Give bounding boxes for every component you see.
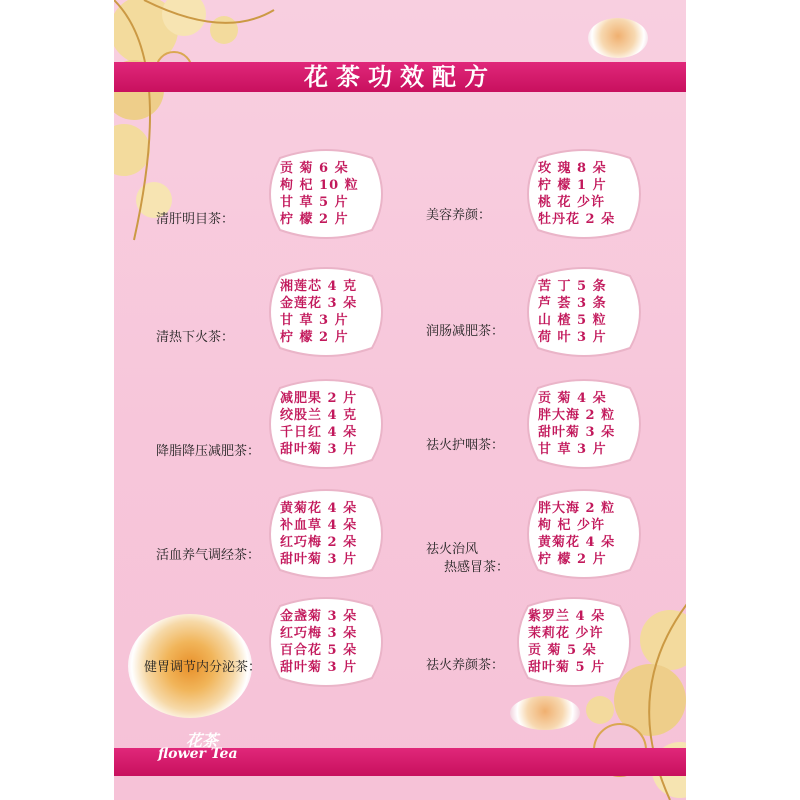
teacup-image-top-right xyxy=(588,18,648,58)
ingredient-line: 柠 檬 1 片 xyxy=(538,178,607,193)
ingredient-bubble xyxy=(266,378,386,470)
logo-chinese: 花茶 xyxy=(186,731,219,750)
ingredient-line: 苦 丁 5 条 xyxy=(538,279,607,294)
recipe-name: 润肠减肥茶： xyxy=(426,324,505,339)
ingredient-line: 甜叶菊 3 片 xyxy=(280,660,358,675)
poster xyxy=(114,0,686,800)
ingredient-line: 绞股兰 4 克 xyxy=(280,408,358,423)
ingredient-line: 山 楂 5 粒 xyxy=(538,313,607,328)
ingredient-bubble xyxy=(524,378,644,470)
ingredient-bubble xyxy=(266,148,386,240)
ingredient-line: 桃 花 少许 xyxy=(538,195,606,210)
ingredient-line: 胖大海 2 粒 xyxy=(538,408,616,423)
ingredient-line: 枸 杞 少许 xyxy=(538,518,606,533)
ingredient-line: 柠 檬 2 片 xyxy=(280,212,349,227)
recipe-name-line2: 热感冒茶： xyxy=(444,560,510,575)
ingredient-line: 金盏菊 3 朵 xyxy=(280,609,358,624)
ingredient-line: 甘 草 3 片 xyxy=(280,313,349,328)
logo-english: flower Tea xyxy=(158,746,238,762)
ingredient-bubble xyxy=(266,596,386,688)
ingredient-bubble xyxy=(266,266,386,358)
recipe-name: 祛火养颜茶： xyxy=(426,658,505,673)
ingredient-line: 枸 杞 10 粒 xyxy=(280,178,359,193)
recipe-name: 祛火治风 xyxy=(426,542,479,557)
ingredient-line: 贡 菊 4 朵 xyxy=(538,391,607,406)
recipe-name: 清热下火茶： xyxy=(156,330,235,345)
recipe-name: 降脂降压减肥茶： xyxy=(156,444,261,459)
ingredient-line: 减肥果 2 片 xyxy=(280,391,358,406)
recipe-name: 清肝明目茶： xyxy=(156,212,235,227)
ingredient-line: 百合花 5 朵 xyxy=(280,643,358,658)
ingredient-line: 红巧梅 2 朵 xyxy=(280,535,358,550)
ingredient-line: 牡丹花 2 朵 xyxy=(538,212,616,227)
ingredient-bubble xyxy=(266,488,386,580)
ingredient-line: 贡 菊 5 朵 xyxy=(528,643,597,658)
ingredient-line: 芦 荟 3 条 xyxy=(538,296,607,311)
ingredient-line: 甜叶菊 3 片 xyxy=(280,442,358,457)
page-title: 花茶功效配方 xyxy=(304,63,496,91)
ingredient-line: 贡 菊 6 朵 xyxy=(280,161,349,176)
teacup-image-bottom-right xyxy=(510,696,580,730)
ingredient-line: 甘 草 5 片 xyxy=(280,195,349,210)
ingredient-bubble xyxy=(524,266,644,358)
ingredient-line: 千日红 4 朵 xyxy=(280,425,358,440)
ingredient-bubble xyxy=(524,488,644,580)
ingredient-line: 玫 瑰 8 朵 xyxy=(538,161,607,176)
ingredient-line: 湘莲芯 4 克 xyxy=(280,279,358,294)
ingredient-line: 荷 叶 3 片 xyxy=(538,330,607,345)
ingredient-line: 黄菊花 4 朵 xyxy=(538,535,616,550)
recipe-name: 美容养颜： xyxy=(426,208,492,223)
ingredient-line: 甜叶菊 5 片 xyxy=(528,660,606,675)
ingredient-line: 甜叶菊 3 片 xyxy=(280,552,358,567)
ingredient-line: 金莲花 3 朵 xyxy=(280,296,358,311)
ingredient-line: 红巧梅 3 朵 xyxy=(280,626,358,641)
ingredient-bubble xyxy=(524,148,644,240)
ingredient-line: 甘 草 3 片 xyxy=(538,442,607,457)
ingredient-line: 紫罗兰 4 朵 xyxy=(528,609,606,624)
recipe-name: 祛火护咽茶： xyxy=(426,438,505,453)
ingredient-line: 胖大海 2 粒 xyxy=(538,501,616,516)
ingredient-line: 茉莉花 少许 xyxy=(528,626,604,641)
ingredient-line: 补血草 4 朵 xyxy=(280,518,358,533)
recipe-name: 健胃调节内分泌茶： xyxy=(144,660,262,675)
ingredient-line: 柠 檬 2 片 xyxy=(538,552,607,567)
ingredient-line: 甜叶菊 3 朵 xyxy=(538,425,616,440)
ingredient-line: 柠 檬 2 片 xyxy=(280,330,349,345)
ingredient-bubble xyxy=(514,596,634,688)
ingredient-line: 黄菊花 4 朵 xyxy=(280,501,358,516)
recipe-name: 活血养气调经茶： xyxy=(156,548,261,563)
